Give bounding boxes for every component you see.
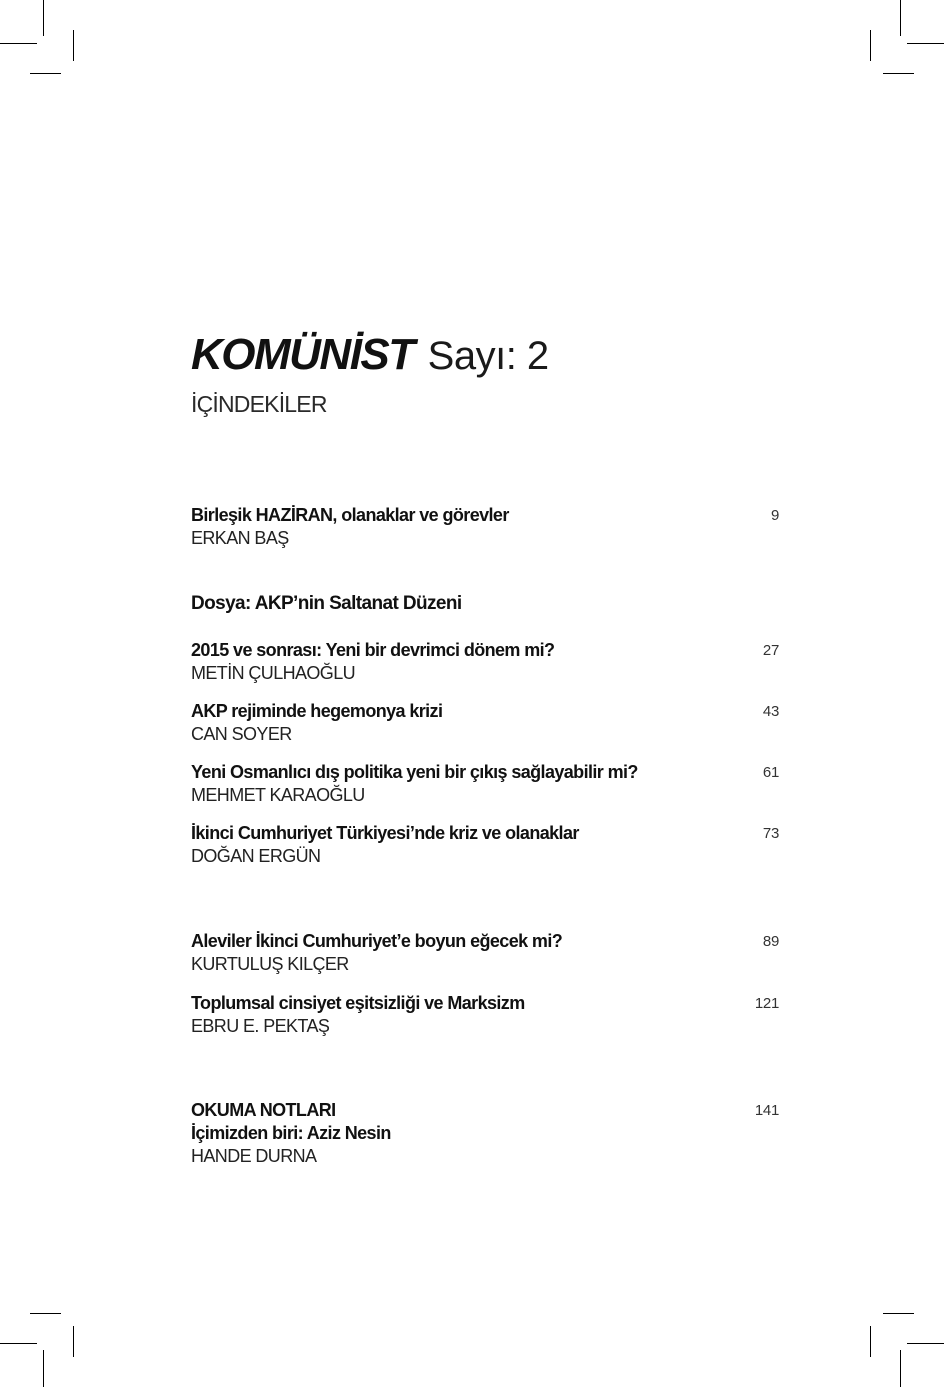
- toc-entry[interactable]: [191, 992, 779, 1038]
- crop-mark: [30, 1313, 61, 1314]
- section-title: OKUMA NOTLARI: [191, 1100, 336, 1120]
- article-title: Aleviler İkinci Cumhuriyet’e boyun eğecek mi?: [191, 931, 563, 951]
- crop-mark: [73, 1326, 74, 1357]
- crop-mark: [900, 0, 901, 36]
- crop-mark: [900, 1350, 901, 1387]
- crop-mark: [43, 0, 44, 36]
- crop-mark: [30, 73, 61, 74]
- crop-mark: [907, 1343, 944, 1344]
- article-title: Yeni Osmanlıcı dış politika yeni bir çıkış sağlayabilir mi?: [191, 762, 638, 782]
- issue-number: Sayı: 2: [427, 334, 549, 378]
- crop-mark: [43, 1350, 44, 1387]
- article-title: AKP rejiminde hegemonya krizi: [191, 701, 443, 721]
- article-title: Toplumsal cinsiyet eşitsizliği ve Marksizm: [191, 993, 525, 1013]
- page-number: 121: [754, 995, 779, 1012]
- crop-mark: [0, 1343, 37, 1344]
- crop-mark: [870, 1326, 871, 1357]
- article-author: MEHMET KARAOĞLU: [191, 785, 365, 805]
- section-header: Dosya: AKP’nin Saltanat Düzeni: [191, 593, 462, 614]
- crop-mark: [883, 1313, 914, 1314]
- article-author: KURTULUŞ KILÇER: [191, 954, 349, 974]
- toc-entry[interactable]: [191, 1099, 779, 1168]
- page-title: [191, 330, 549, 380]
- article-author: ERKAN BAŞ: [191, 528, 289, 548]
- crop-mark: [73, 30, 74, 61]
- article-title: Birleşik HAZİRAN, olanaklar ve görevler: [191, 505, 509, 525]
- article-author: CAN SOYER: [191, 724, 292, 744]
- page-number: 61: [762, 764, 779, 781]
- contents-heading: İÇİNDEKİLER: [191, 391, 327, 417]
- article-author: DOĞAN ERGÜN: [191, 846, 321, 866]
- toc-entry[interactable]: [191, 700, 779, 746]
- page-number: 141: [754, 1102, 779, 1119]
- page-number: 73: [762, 825, 779, 842]
- page-number: 27: [762, 642, 779, 659]
- article-author: METİN ÇULHAOĞLU: [191, 663, 356, 683]
- crop-mark: [907, 43, 944, 44]
- article-title: 2015 ve sonrası: Yeni bir devrimci dönem mi?: [191, 640, 555, 660]
- toc-entry[interactable]: [191, 930, 779, 976]
- toc-entry[interactable]: [191, 504, 779, 550]
- article-author: HANDE DURNA: [191, 1146, 317, 1166]
- crop-mark: [870, 30, 871, 61]
- toc-entry[interactable]: [191, 639, 779, 685]
- toc-entry[interactable]: [191, 761, 779, 807]
- journal-name: KOMÜNİST: [191, 330, 414, 379]
- page-number: 89: [762, 933, 779, 950]
- article-title: İçimizden biri: Aziz Nesin: [191, 1123, 391, 1143]
- article-author: EBRU E. PEKTAŞ: [191, 1016, 330, 1036]
- crop-mark: [883, 73, 914, 74]
- article-title: İkinci Cumhuriyet Türkiyesi’nde kriz ve olanaklar: [191, 823, 579, 843]
- page-number: 43: [762, 703, 779, 720]
- toc-entry[interactable]: [191, 822, 779, 868]
- page-number: 9: [770, 507, 779, 524]
- crop-mark: [0, 43, 37, 44]
